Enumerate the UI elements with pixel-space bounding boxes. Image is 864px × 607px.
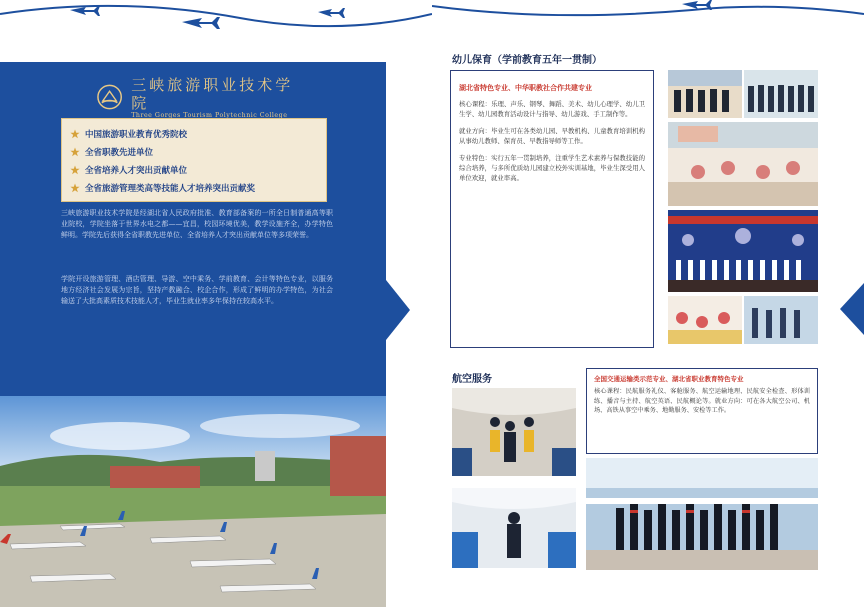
preschool-info-box bbox=[450, 70, 654, 348]
aircraft-cabin-photo bbox=[452, 388, 576, 476]
training-photo bbox=[744, 70, 818, 118]
college-name-en: Three Gorges Tourism Polytechnic College bbox=[131, 111, 288, 119]
honor-item bbox=[70, 143, 318, 161]
aviation-description: 核心课程：民航服务礼仪、客舱服务、航空运输地理、民航安全检查、形体训练、播音与主持、航空英语、民航概论等。就业方向：可在各大航空公司、机场、高铁从事空中乘务、地勤服务、安检等工作。 bbox=[594, 388, 810, 414]
honor-item bbox=[70, 161, 318, 179]
star-icon bbox=[70, 165, 80, 175]
training-photo bbox=[668, 70, 742, 118]
logo-text bbox=[131, 76, 306, 119]
preschool-highlight: 湖北省特色专业、中华职教社合作共建专业 bbox=[459, 84, 592, 92]
honors-box bbox=[61, 118, 327, 202]
classroom-photo bbox=[668, 296, 742, 344]
honor-item bbox=[70, 179, 318, 197]
honor-text: 全省培养人才突出贡献单位 bbox=[85, 166, 188, 176]
left-arrow-icon[interactable] bbox=[840, 283, 864, 335]
star-icon bbox=[70, 183, 80, 193]
intro-paragraph: 学院开设旅游管理、酒店管理、导游、空中乘务、学前教育、会计等特色专业，以服务地方经济社会发展为宗旨，坚持产教融合、校企合作，形成了鲜明的办学特色，为社会输送了大批高素质技术技能人才，毕业生就业率多年保持在较高水平。 bbox=[61, 275, 333, 305]
preschool-jobs: 就业方向：毕业生可在各类幼儿园、早教机构、儿童教育培训机构从事幼儿教师、保育员、早教指导师等工作。 bbox=[459, 127, 645, 145]
college-logo bbox=[96, 75, 306, 119]
aircraft-cabin-photo bbox=[452, 488, 576, 568]
honor-text: 全省职教先进单位 bbox=[85, 148, 154, 158]
honor-item bbox=[70, 125, 318, 143]
college-name-cn: 三峡旅游职业技术学院 bbox=[131, 75, 294, 112]
section-title-aviation: 航空服务 bbox=[452, 374, 492, 385]
right-arrow-icon[interactable] bbox=[386, 280, 410, 340]
stage-performance-photo bbox=[668, 210, 818, 292]
campus-aerial-photo bbox=[0, 396, 386, 607]
star-icon bbox=[70, 147, 80, 157]
aviation-highlight: 全国交通运输类示范专业、湖北省职业教育特色专业 bbox=[594, 375, 744, 383]
intro-paragraph: 三峡旅游职业技术学院是经湖北省人民政府批准、教育部备案的一所全日制普通高等职业院校，学院坐落于世界水电之都——宜昌，校园环境优美，教学设施齐全，办学特色鲜明。学院先后获得全省职教先进单位、全省培养人才突出贡献单位等多项荣誉。 bbox=[61, 209, 333, 239]
section-title-preschool: 幼儿保育（学前教育五年一贯制） bbox=[452, 55, 602, 66]
top-decoration-band bbox=[0, 0, 432, 62]
preschool-courses: 核心课程：乐理、声乐、钢琴、舞蹈、美术、幼儿心理学、幼儿卫生学、幼儿园教育活动设计与指导、幼儿游戏、手工制作等。 bbox=[459, 100, 645, 118]
right-page bbox=[432, 0, 864, 607]
training-photo bbox=[744, 296, 818, 344]
classroom-photo bbox=[668, 122, 818, 206]
preschool-feature: 专业特色：实行五年一贯制培养，注重学生艺术素养与保教技能的综合培养，与多所优质幼儿园建立校外实训基地，毕业生深受用人单位欢迎，就业率高。 bbox=[459, 154, 645, 182]
aviation-info-box bbox=[586, 368, 818, 454]
top-decoration-band bbox=[432, 0, 864, 28]
honor-text: 全省旅游管理类高等技能人才培养突出贡献奖 bbox=[85, 184, 256, 194]
star-icon bbox=[70, 129, 80, 139]
college-emblem-icon bbox=[96, 83, 123, 111]
honor-text: 中国旅游职业教育优秀院校 bbox=[85, 130, 188, 140]
uniform-group-photo bbox=[586, 458, 818, 570]
